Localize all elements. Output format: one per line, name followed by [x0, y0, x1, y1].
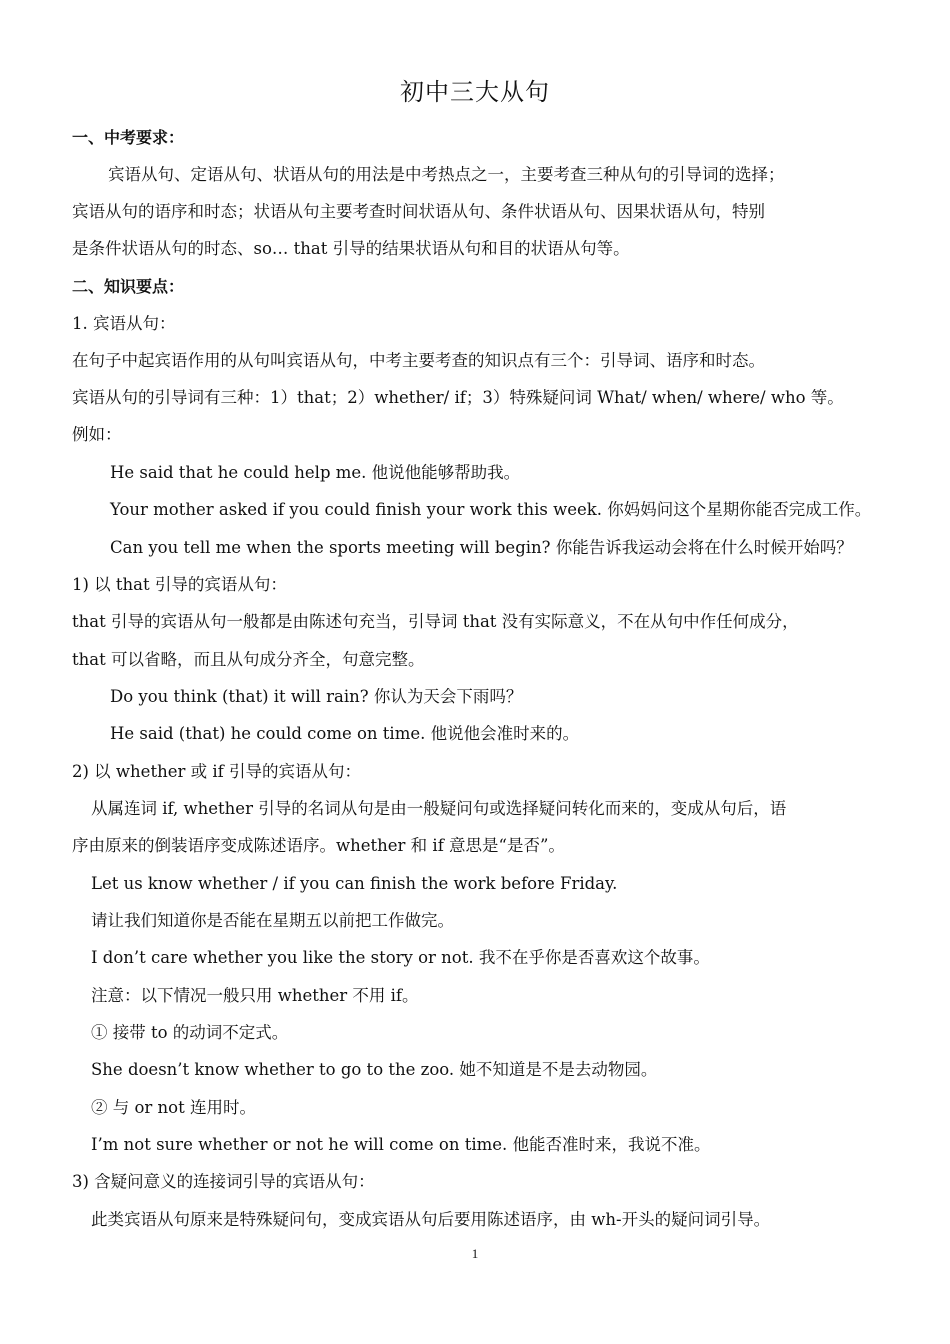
example-translation: 请让我们知道你是否能在星期五以前把工作做完。 [91, 911, 454, 930]
note-item: ① 接带 to 的动词不定式。 [91, 1023, 289, 1042]
example-sentence: Can you tell me when the sports meeting will begin? 你能告诉我运动会将在什么时候开始吗？ [110, 538, 853, 557]
subsection-heading: 1) 以 that 引导的宾语从句： [72, 575, 287, 594]
paragraph-line: 宾语从句的引导词有三种：1）that；2）whether/ if；3）特殊疑问词 What/ when/ where/ who 等。 [72, 388, 844, 407]
page-number: 1 [471, 1246, 479, 1261]
paragraph-line: 宾语从句的语序和时态；状语从句主要考查时间状语从句、条件状语从句、因果状语从句，特别 [72, 202, 765, 221]
example-sentence: I don’t care whether you like the story or not. 我不在乎你是否喜欢这个故事。 [91, 948, 710, 967]
paragraph-line: 此类宾语从句原来是特殊疑问句，变成宾语从句后要用陈述语序，由 wh-开头的疑问词引导。 [91, 1210, 771, 1229]
paragraph-line: 从属连词 if, whether 引导的名词从句是由一般疑问句或选择疑问转化而来的，变成从句后，语 [91, 799, 787, 818]
section-heading-key-points: 二、知识要点： [72, 277, 185, 296]
note-item: ② 与 or not 连用时。 [91, 1098, 256, 1117]
example-sentence: Do you think (that) it will rain? 你认为天会下雨吗？ [110, 687, 523, 706]
example-sentence: Let us know whether / if you can finish the work before Friday. [91, 874, 618, 893]
paragraph-line: 在句子中起宾语作用的从句叫宾语从句，中考主要考查的知识点有三个：引导词、语序和时态。 [72, 351, 765, 370]
paragraph-line: 例如： [72, 425, 122, 444]
paragraph-line: 宾语从句、定语从句、状语从句的用法是中考热点之一，主要考查三种从句的引导词的选择； [108, 165, 785, 184]
note-line: 注意：以下情况一般只用 whether 不用 if。 [91, 986, 419, 1005]
paragraph-line: 序由原来的倒装语序变成陈述语序。whether 和 if 意思是“是否”。 [72, 836, 565, 855]
section-heading-requirements: 一、中考要求： [72, 128, 185, 147]
example-sentence: I’m not sure whether or not he will come on time. 他能否准时来，我说不准。 [91, 1135, 711, 1154]
example-sentence: She doesn’t know whether to go to the zoo. 她不知道是不是去动物园。 [91, 1060, 658, 1079]
paragraph-line: that 引导的宾语从句一般都是由陈述句充当，引导词 that 没有实际意义，不在从句中作任何成分， [72, 612, 799, 631]
subsection-heading: 1. 宾语从句： [72, 314, 176, 333]
example-sentence: He said (that) he could come on time. 他说他会准时来的。 [110, 724, 580, 743]
page-title: 初中三大从句 [400, 78, 550, 106]
example-sentence: Your mother asked if you could finish your work this week. 你妈妈问这个星期你能否完成工作。 [110, 500, 872, 519]
subsection-heading: 3) 含疑问意义的连接词引导的宾语从句： [72, 1172, 375, 1191]
paragraph-line: that 可以省略，而且从句成分齐全，句意完整。 [72, 650, 425, 669]
example-sentence: He said that he could help me. 他说他能够帮助我。 [110, 463, 521, 482]
paragraph-line: 是条件状语从句的时态、so… that 引导的结果状语从句和目的状语从句等。 [72, 239, 630, 258]
subsection-heading: 2) 以 whether 或 if 引导的宾语从句： [72, 762, 361, 781]
